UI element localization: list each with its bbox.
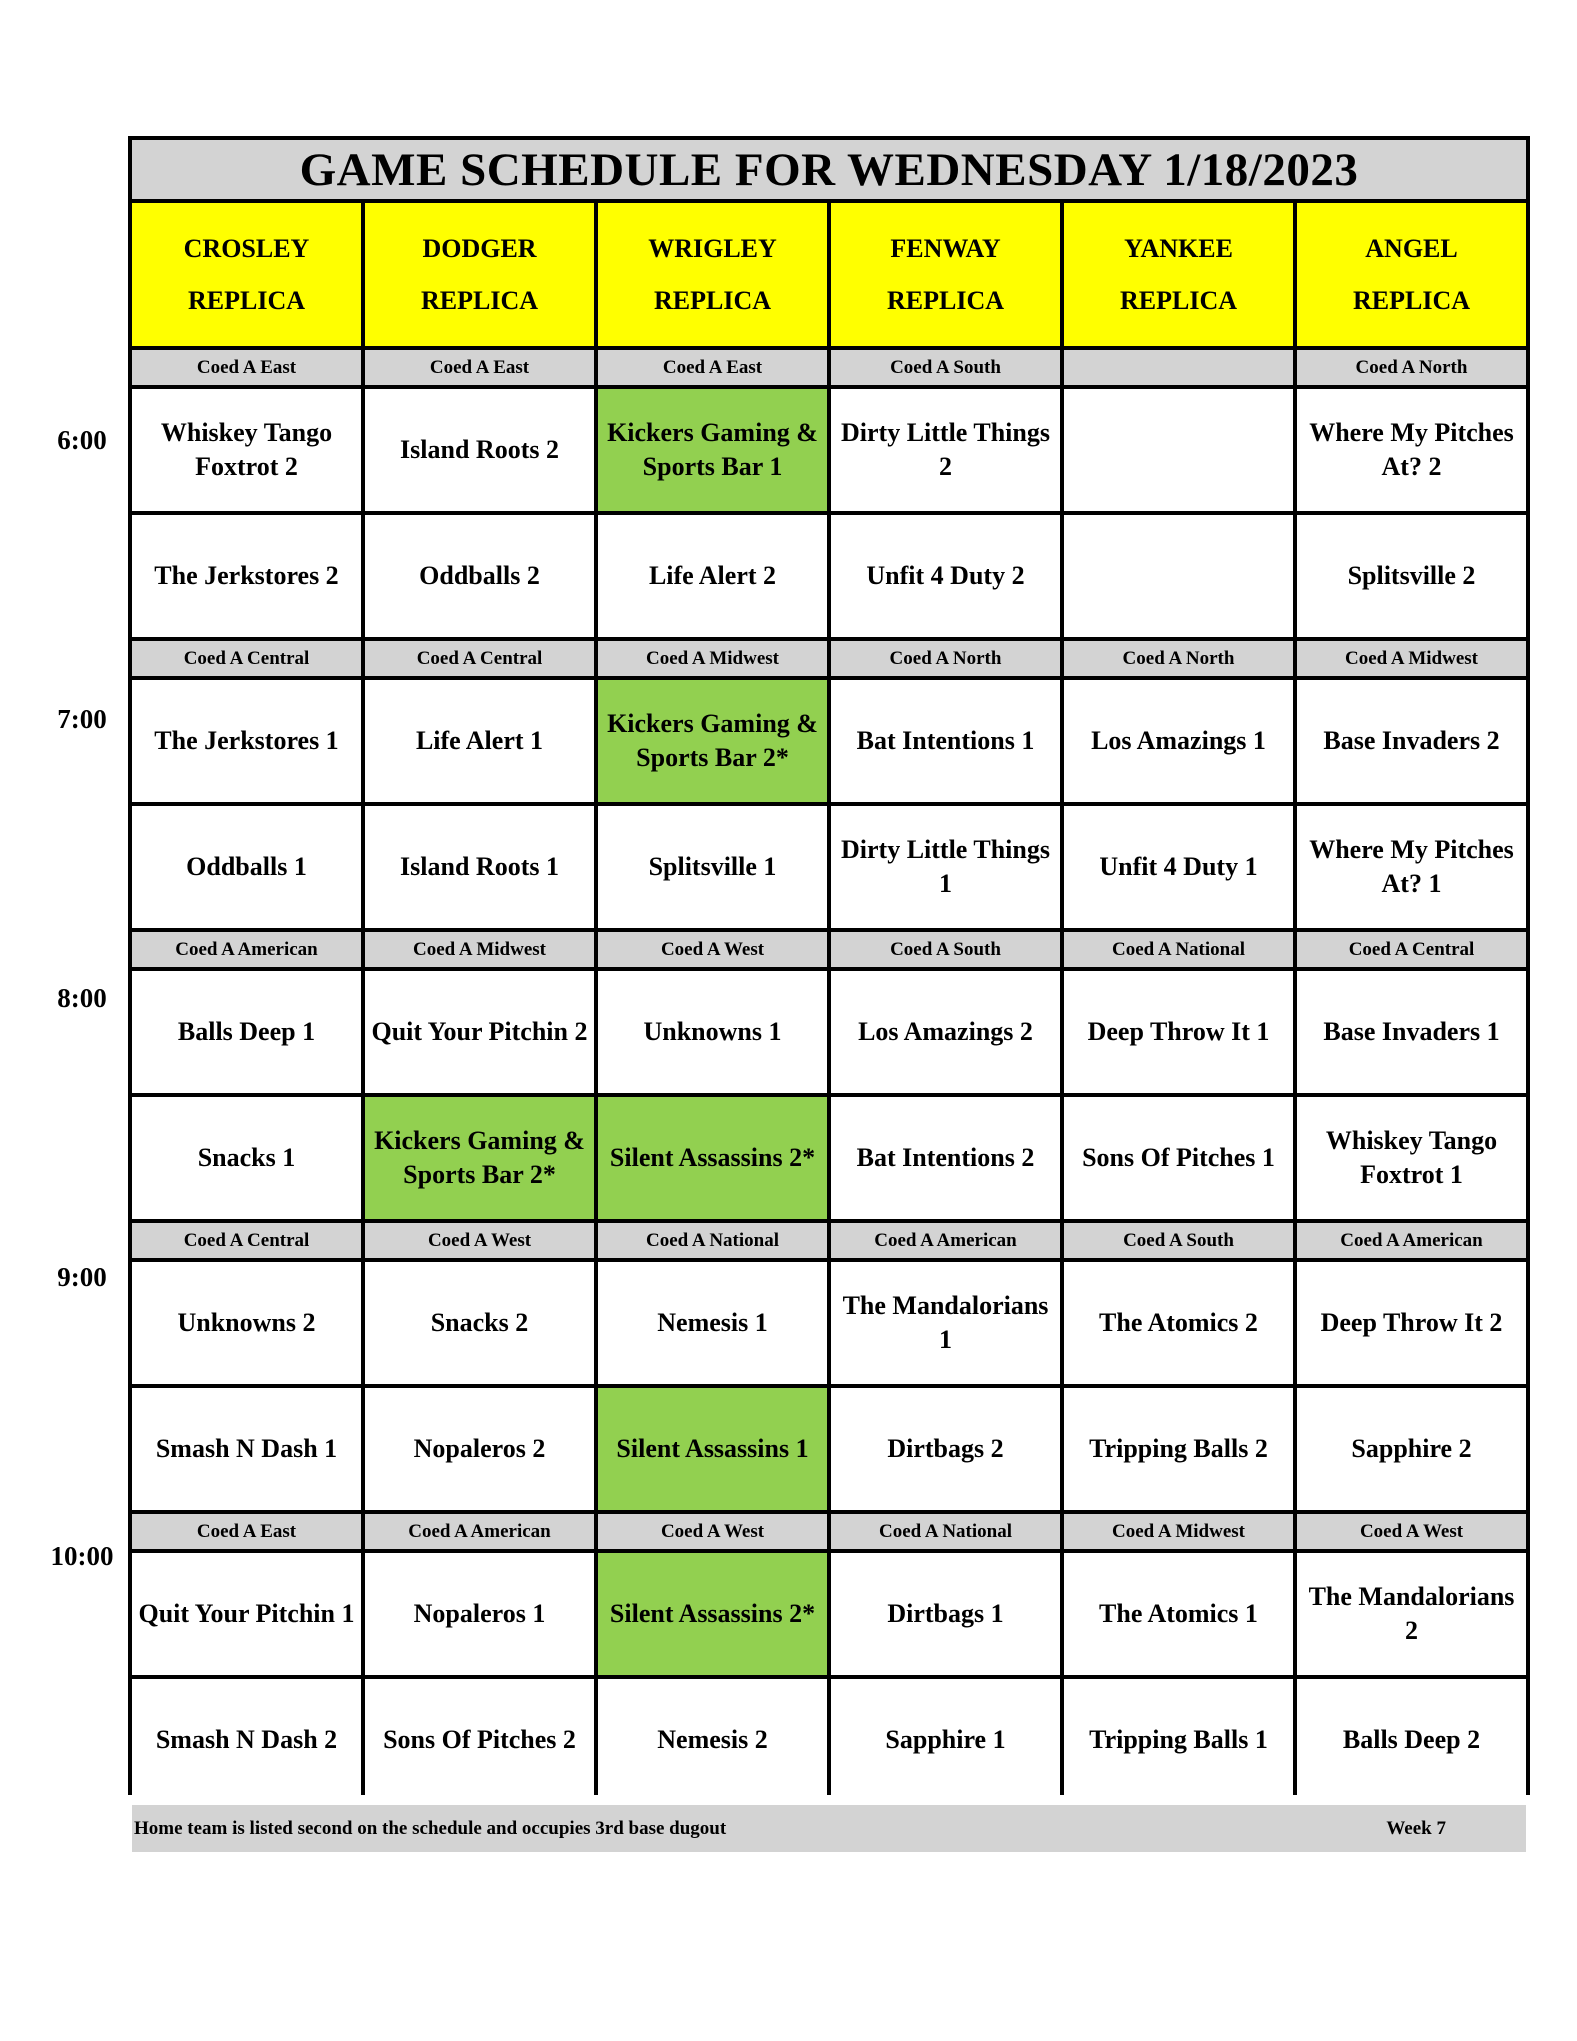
away-team: The Atomics 1 (1064, 1553, 1293, 1675)
away-team: Balls Deep 1 (132, 971, 361, 1093)
division-label: Coed A North (1064, 641, 1293, 676)
field-name: YANKEE (1124, 233, 1233, 263)
away-team: The Mandalorians 2 (1297, 1553, 1526, 1675)
away-team: Nopaleros 1 (365, 1553, 594, 1675)
field-type: REPLICA (187, 285, 305, 315)
division-label: Coed A Central (1297, 932, 1526, 967)
home-team: Sons Of Pitches 1 (1064, 1097, 1293, 1219)
home-team: Smash N Dash 1 (132, 1388, 361, 1510)
home-team: The Jerkstores 2 (132, 515, 361, 637)
away-team: Unknowns 1 (598, 971, 827, 1093)
division-label: Coed A West (365, 1223, 594, 1258)
schedule-title: GAME SCHEDULE FOR WEDNESDAY 1/18/2023 (132, 140, 1526, 199)
home-team: Oddballs 2 (365, 515, 594, 637)
division-label: Coed A North (831, 641, 1060, 676)
away-team: Nemesis 1 (598, 1262, 827, 1384)
away-team: Unknowns 2 (132, 1262, 361, 1384)
away-team: The Jerkstores 1 (132, 680, 361, 802)
home-team: Whiskey Tango Foxtrot 1 (1297, 1097, 1526, 1219)
division-label: Coed A East (598, 350, 827, 385)
field-header (1064, 203, 1293, 346)
field-name: DODGER (422, 233, 537, 263)
division-label (1064, 350, 1293, 385)
field-type: REPLICA (886, 285, 1004, 315)
division-label: Coed A National (1064, 932, 1293, 967)
home-team: Dirtbags 2 (831, 1388, 1060, 1510)
division-label: Coed A Central (132, 641, 361, 676)
division-label: Coed A East (132, 1514, 361, 1549)
time-label: 7:00 (57, 704, 107, 734)
field-header (598, 203, 827, 346)
division-label: Coed A Central (365, 641, 594, 676)
field-name: ANGEL (1365, 233, 1458, 263)
away-team: Los Amazings 1 (1064, 680, 1293, 802)
home-team (1064, 515, 1293, 637)
division-label: Coed A National (598, 1223, 827, 1258)
away-team: Quit Your Pitchin 1 (132, 1553, 361, 1675)
home-team: Tripping Balls 2 (1064, 1388, 1293, 1510)
home-team: Island Roots 1 (365, 806, 594, 928)
away-team: Snacks 2 (365, 1262, 594, 1384)
division-label: Coed A South (831, 932, 1060, 967)
away-team: The Mandalorians 1 (831, 1262, 1060, 1384)
field-type: REPLICA (1352, 285, 1470, 315)
field-name: WRIGLEY (648, 233, 777, 263)
away-team (1064, 389, 1293, 511)
home-team: Unfit 4 Duty 1 (1064, 806, 1293, 928)
home-team: Unfit 4 Duty 2 (831, 515, 1060, 637)
home-team: Splitsville 1 (598, 806, 827, 928)
division-label: Coed A American (1297, 1223, 1526, 1258)
division-label: Coed A Midwest (598, 641, 827, 676)
home-team-note: Home team is listed second on the schedule and occupies 3rd base dugout (134, 1817, 727, 1839)
home-team: Nemesis 2 (598, 1679, 827, 1801)
division-label: Coed A South (831, 350, 1060, 385)
home-team: Silent Assassins 1 (598, 1388, 827, 1510)
home-team: Tripping Balls 1 (1064, 1679, 1293, 1801)
home-team: Sons Of Pitches 2 (365, 1679, 594, 1801)
division-label: Coed A North (1297, 350, 1526, 385)
away-team: Silent Assassins 2* (598, 1553, 827, 1675)
week-label: Week 7 (1386, 1817, 1446, 1839)
away-team: Island Roots 2 (365, 389, 594, 511)
division-label: Coed A Midwest (1297, 641, 1526, 676)
division-label: Coed A West (598, 1514, 827, 1549)
division-label: Coed A Midwest (1064, 1514, 1293, 1549)
division-label: Coed A West (1297, 1514, 1526, 1549)
home-team: Silent Assassins 2* (598, 1097, 827, 1219)
time-label: 8:00 (57, 983, 107, 1013)
home-team: Balls Deep 2 (1297, 1679, 1526, 1801)
division-label: Coed A Midwest (365, 932, 594, 967)
away-team: Base Invaders 1 (1297, 971, 1526, 1093)
division-label: Coed A American (831, 1223, 1060, 1258)
field-type: REPLICA (420, 285, 538, 315)
division-label: Coed A American (132, 932, 361, 967)
home-team: Oddballs 1 (132, 806, 361, 928)
away-team: The Atomics 2 (1064, 1262, 1293, 1384)
division-label: Coed A National (831, 1514, 1060, 1549)
field-type: REPLICA (1119, 285, 1237, 315)
division-label: Coed A American (365, 1514, 594, 1549)
away-team: Whiskey Tango Foxtrot 2 (132, 389, 361, 511)
schedule-footer (132, 1805, 1526, 1852)
away-team: Dirtbags 1 (831, 1553, 1060, 1675)
home-team: Splitsville 2 (1297, 515, 1526, 637)
away-team: Dirty Little Things 2 (831, 389, 1060, 511)
schedule-table (128, 136, 1530, 1839)
time-label: 10:00 (50, 1541, 114, 1571)
home-team: Bat Intentions 2 (831, 1097, 1060, 1219)
division-label: Coed A East (365, 350, 594, 385)
away-team: Where My Pitches At? 2 (1297, 389, 1526, 511)
home-team: Smash N Dash 2 (132, 1679, 361, 1801)
division-label: Coed A Central (132, 1223, 361, 1258)
away-team: Quit Your Pitchin 2 (365, 971, 594, 1093)
away-team: Kickers Gaming & Sports Bar 2* (598, 680, 827, 802)
division-label: Coed A South (1064, 1223, 1293, 1258)
division-label: Coed A West (598, 932, 827, 967)
time-label: 9:00 (57, 1262, 107, 1292)
away-team: Kickers Gaming & Sports Bar 1 (598, 389, 827, 511)
time-label: 6:00 (57, 425, 107, 455)
field-type: REPLICA (653, 285, 771, 315)
field-header (1297, 203, 1526, 346)
division-label: Coed A East (132, 350, 361, 385)
home-team: Nopaleros 2 (365, 1388, 594, 1510)
home-team: Sapphire 1 (831, 1679, 1060, 1801)
away-team: Deep Throw It 1 (1064, 971, 1293, 1093)
home-team: Dirty Little Things 1 (831, 806, 1060, 928)
field-name: CROSLEY (183, 233, 310, 263)
away-team: Los Amazings 2 (831, 971, 1060, 1093)
field-header (132, 203, 361, 346)
away-team: Life Alert 1 (365, 680, 594, 802)
home-team: Sapphire 2 (1297, 1388, 1526, 1510)
field-header (831, 203, 1060, 346)
home-team: Where My Pitches At? 1 (1297, 806, 1526, 928)
field-header (365, 203, 594, 346)
away-team: Base Invaders 2 (1297, 680, 1526, 802)
home-team: Kickers Gaming & Sports Bar 2* (365, 1097, 594, 1219)
away-team: Bat Intentions 1 (831, 680, 1060, 802)
home-team: Snacks 1 (132, 1097, 361, 1219)
away-team: Deep Throw It 2 (1297, 1262, 1526, 1384)
field-name: FENWAY (890, 233, 1001, 263)
home-team: Life Alert 2 (598, 515, 827, 637)
